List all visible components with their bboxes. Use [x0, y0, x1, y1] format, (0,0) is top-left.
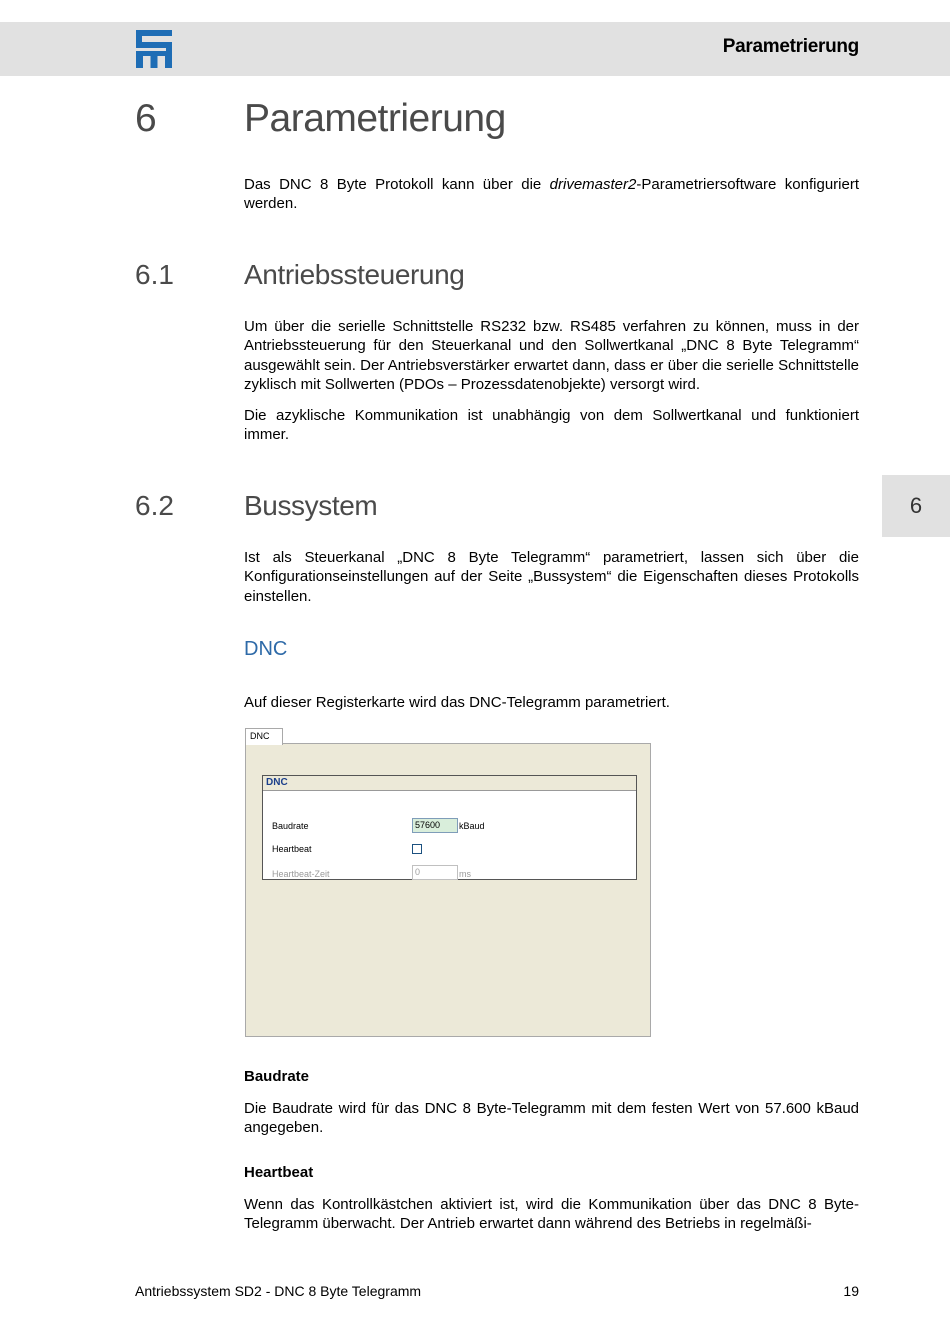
baudrate-paragraph: Die Baudrate wird für das DNC 8 Byte-Telegramm mit dem festen Wert von 57.600 kBaud angegeben.: [244, 1100, 859, 1137]
section-title: Antriebssteuerung: [244, 259, 465, 290]
chapter-title: Parametrierung: [244, 97, 506, 140]
dnc-settings-screenshot: [244, 728, 650, 1036]
tab-panel: [245, 743, 651, 1037]
heartbeat-time-label: Heartbeat-Zeit: [272, 869, 330, 879]
company-logo: [136, 30, 172, 68]
heartbeat-checkbox[interactable]: [412, 844, 422, 854]
baudrate-label: Baudrate: [272, 821, 309, 831]
baudrate-unit: kBaud: [459, 821, 485, 831]
section-paragraph: Ist als Steuerkanal „DNC 8 Byte Telegramm“ parametriert, lassen sich über die Konfigurationseinstellungen auf der Seite „Bussystem“ die Eigenschaften dieses Protokolls einstellen.: [244, 549, 859, 605]
dnc-group-box: [262, 775, 637, 880]
heartbeat-time-unit: ms: [459, 869, 471, 879]
section-number: 6.2: [135, 490, 174, 521]
header-title: Parametrierung: [722, 36, 859, 57]
software-name: drivemaster2: [549, 176, 637, 193]
chapter-side-tab: 6: [882, 475, 950, 537]
tab-dnc[interactable]: DNC: [245, 728, 283, 745]
baudrate-heading: Baudrate: [244, 1068, 310, 1085]
baudrate-input[interactable]: 57600: [412, 818, 458, 833]
group-title: DNC: [263, 776, 636, 791]
heartbeat-label: Heartbeat: [272, 844, 312, 854]
dnc-subheading: DNC: [244, 638, 288, 660]
section-number: 6.1: [135, 259, 174, 290]
heartbeat-heading: Heartbeat: [244, 1164, 314, 1181]
section-paragraph: Die azyklische Kommunikation ist unabhängig von dem Sollwertkanal und funktioniert immer.: [244, 407, 859, 444]
section-paragraph: Um über die serielle Schnittstelle RS232 bzw. RS485 verfahren zu können, muss in der Antriebssteuerung für den Steuerkanal und den Sollwertkanal „DNC 8 Byte Telegramm“ ausgewählt sein. Der Antriebsverstärker erwartet dann, dass er über die serielle Schnittstelle zyklisch mit Sollwerten (PDOs – Prozessdatenobjekte) versorgt wird.: [244, 318, 859, 393]
heartbeat-paragraph: Wenn das Kontrollkästchen aktiviert ist, wird die Kommunikation über das DNC 8 Byte-Telegramm überwacht. Der Antrieb erwartet dann während des Betriebs in regelmäßi-: [244, 1196, 859, 1233]
chapter-number: 6: [135, 97, 157, 140]
dnc-paragraph: Auf dieser Registerkarte wird das DNC-Telegramm parametriert.: [244, 694, 670, 711]
section-title: Bussystem: [244, 490, 378, 521]
chapter-intro: Das DNC 8 Byte Protokoll kann über die drivemaster2-Parametriersoftware konfiguriert werden.: [244, 176, 859, 213]
footer-document-title: Antriebssystem SD2 - DNC 8 Byte Telegramm: [135, 1283, 422, 1299]
footer-page-number: 19: [843, 1283, 859, 1299]
heartbeat-time-input[interactable]: 0: [412, 865, 458, 880]
